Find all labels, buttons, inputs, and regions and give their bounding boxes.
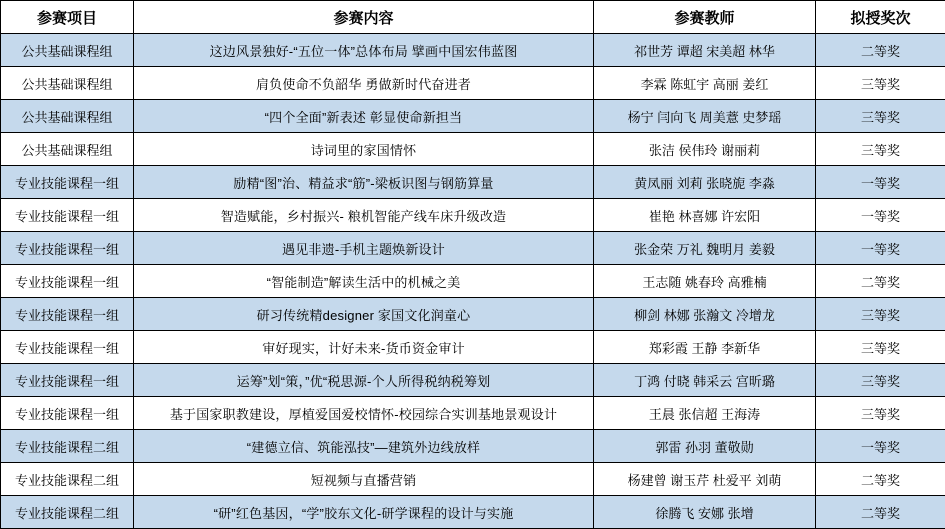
cell-teachers: 李霖 陈虹宇 高丽 姜红 [594,67,816,100]
table-row [1,199,945,232]
table-row [1,397,945,430]
cell-award: 一等奖 [816,430,945,463]
table-row [1,430,945,463]
cell-project: 专业技能课程二组 [1,496,134,529]
cell-teachers: 黄凤丽 刘莉 张晓旎 李淼 [594,166,816,199]
cell-teachers: 丁鸿 付晓 韩采云 宫昕璐 [594,364,816,397]
header-teachers: 参赛教师 [594,1,816,34]
cell-project: 专业技能课程二组 [1,430,134,463]
cell-content: 肩负使命不负韶华 勇做新时代奋进者 [134,67,594,100]
cell-award: 三等奖 [816,133,945,166]
table-row [1,331,945,364]
cell-teachers: 郑彩霞 王静 李新华 [594,331,816,364]
cell-content: 励精“图”治、精益求“筋”-梁板识图与钢筋算量 [134,166,594,199]
table-row [1,265,945,298]
cell-project: 公共基础课程组 [1,34,134,67]
table-row [1,364,945,397]
cell-project: 公共基础课程组 [1,100,134,133]
cell-teachers: 张洁 侯伟玲 谢丽莉 [594,133,816,166]
cell-teachers: 王晨 张信超 王海涛 [594,397,816,430]
table-row [1,133,945,166]
cell-project: 专业技能课程一组 [1,364,134,397]
cell-content: 基于国家职教建设，厚植爱国爱校情怀-校园综合实训基地景观设计 [134,397,594,430]
cell-content: “建德立信、筑能泓技”—建筑外边线放样 [134,430,594,463]
cell-content: 诗词里的家国情怀 [134,133,594,166]
cell-project: 专业技能课程二组 [1,463,134,496]
cell-teachers: 祁世芳 谭超 宋美超 林华 [594,34,816,67]
table-row [1,100,945,133]
cell-content: “研”红色基因，“学”胶东文化-研学课程的设计与实施 [134,496,594,529]
cell-content: 运筹”划“策，”优“税思源-个人所得税纳税筹划 [134,364,594,397]
cell-award: 三等奖 [816,331,945,364]
header-content: 参赛内容 [134,1,594,34]
table-row [1,34,945,67]
cell-award: 三等奖 [816,364,945,397]
cell-content: “四个全面”新表述 彰显使命新担当 [134,100,594,133]
cell-project: 专业技能课程一组 [1,397,134,430]
table-row [1,298,945,331]
cell-award: 二等奖 [816,496,945,529]
cell-award: 二等奖 [816,265,945,298]
cell-content: “智能制造”解读生活中的机械之美 [134,265,594,298]
cell-teachers: 柳剑 林娜 张瀚文 冷增龙 [594,298,816,331]
cell-award: 三等奖 [816,100,945,133]
cell-content: 智造赋能，乡村振兴- 粮机智能产线车床升级改造 [134,199,594,232]
cell-content: 研习传统精designer 家国文化润童心 [134,298,594,331]
cell-award: 二等奖 [816,463,945,496]
cell-teachers: 杨建曾 谢玉芹 杜爱平 刘萌 [594,463,816,496]
cell-content: 遇见非遗-手机主题焕新设计 [134,232,594,265]
table-row [1,166,945,199]
cell-teachers: 郭雷 孙羽 董敬勋 [594,430,816,463]
cell-teachers: 杨宁 闫向飞 周美薏 史梦瑶 [594,100,816,133]
cell-project: 公共基础课程组 [1,67,134,100]
table-row [1,67,945,100]
cell-project: 专业技能课程一组 [1,331,134,364]
cell-award: 三等奖 [816,397,945,430]
cell-project: 专业技能课程一组 [1,265,134,298]
header-project: 参赛项目 [1,1,134,34]
cell-content: 短视频与直播营销 [134,463,594,496]
header-award: 拟授奖次 [816,1,945,34]
cell-award: 一等奖 [816,166,945,199]
cell-award: 一等奖 [816,199,945,232]
table-row [1,232,945,265]
cell-award: 三等奖 [816,298,945,331]
cell-content: 审好现实，计好未来-货币资金审计 [134,331,594,364]
header-row [1,1,945,34]
cell-project: 公共基础课程组 [1,133,134,166]
cell-project: 专业技能课程一组 [1,166,134,199]
cell-teachers: 王志随 姚春玲 高雅楠 [594,265,816,298]
cell-project: 专业技能课程一组 [1,298,134,331]
cell-award: 一等奖 [816,232,945,265]
cell-award: 二等奖 [816,34,945,67]
cell-teachers: 张金荣 万礼 魏明月 姜毅 [594,232,816,265]
cell-project: 专业技能课程一组 [1,232,134,265]
cell-teachers: 崔艳 林喜娜 许宏阳 [594,199,816,232]
cell-award: 三等奖 [816,67,945,100]
table-body [1,34,945,529]
table-row [1,463,945,496]
cell-project: 专业技能课程一组 [1,199,134,232]
cell-content: 这边风景独好-“五位一体”总体布局 擘画中国宏伟蓝图 [134,34,594,67]
table-row [1,496,945,529]
table-header [1,1,945,34]
cell-teachers: 徐腾飞 安娜 张增 [594,496,816,529]
